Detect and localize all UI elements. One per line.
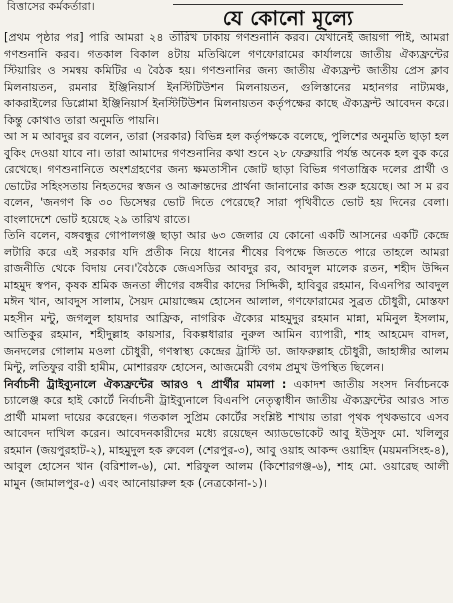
article-paragraph-3: তিনি বলেন, বঙ্গবন্ধুর গোপালগঞ্জ ছাড়া আর ৬৩ জেলার যে কোনো একটি আসনের একটি কেন্দ্রে লটারি করে এই সরকার যদি প্রতীক নিয়ে ধানের শীষের বিপক্ষে জিততে পারে তাহলে আমরা রাজনীতি থেকে বিদায় নেব।'বৈঠকে জেএসডির আবদুর রব, আবদুল মালেক রতন, শহীদ উদ্দিন মাহমুদ স্বপন, কৃষক শ্রমিক জনতা লীগের বঙ্গবীর কাদের সিদ্দিকী, হাবিবুর রহমান, বিএনপির আবদুল মঈন খান, আবদুস সালাম, সৈয়দ মোয়াজ্জেম হোসেন আলাল, গণফোরামের সুব্রত চৌধুরী, মোস্তফা মহসীন মন্টু, জগলুল হায়দার আফ্রিক, নাগরিক ঐক্যের মাহমুদুর রহমান মান্না, মমিনুল ইসলাম, আতিকুর রহমান, শহীদুল্লাহ কায়সার, বিকল্পধারার নুরুল আমিন ব্যাপারী, শাহ আহমেদ বাদল, জনদলের গোলাম মওলা চৌধুরী, গণস্বাস্থ্য কেন্দ্রের ট্রাস্টি ডা. জাফরুল্লাহ চৌধুরী, জাহাঙ্গীর আলম মিন্টু, লতিফুর বারী হামীম, মোশাররফ হোসেন, আজমেরী বেগম প্রমুখ উপস্থিত ছিলেন। [4, 229, 449, 374]
previous-article-tail: বিত্তাসের কর্মকর্তারা। [7, 0, 95, 13]
clipping-edge [0, 597, 453, 603]
section-subhead: নির্বাচনী ট্রাইব্যুনালে ঐক্যফ্রন্টের আরও ৭ প্রার্থীর মামলা : [4, 377, 287, 391]
article-paragraph-2: আ স ম আবদুর রব বলেন, তারা (সরকার) বিভিন্ন হল কর্তৃপক্ষকে বলেছে, পুলিশের অনুমতি ছাড়া হল বুকিং দেওয়া যাবে না। তারা আমাদের গণশুনানির কথা শুনে ২৮ ফেব্রুয়ারি পর্যন্ত অনেক হল বুক করে রেখেছে। গণশুনানিতে অংশগ্রহণের জন্য ক্ষমতাসীন জোট ছাড়া বিভিন্ন গণতান্ত্রিক দলের প্রার্থী ও ভোটের সহিংসতায় নিহতদের স্বজন ও আক্রান্তদের প্রার্থনা জানানোর কাজ শুরু হয়েছে। আ স ম রব বলেন, 'জনগণ কি ৩০ ডিসেম্বর ভোট দিতে পেরেছে? সারা পৃথিবীতে ভোট হয় দিনের বেলা। বাংলাদেশে ভোট হয়েছে ২৯ তারিখ রাতে। [4, 130, 449, 226]
header-strip [3, 0, 450, 30]
article-headline: যে কোনো মূল্যে [173, 4, 403, 32]
article-paragraph-4: নির্বাচনী ট্রাইব্যুনালে ঐক্যফ্রন্টের আরও ৭ প্রার্থীর মামলা : একাদশ জাতীয় সংসদ নির্বাচনকে চ্যালেঞ্জ করে হাই কোর্টে নির্বাচনী ট্রাইব্যুনালে বিএনপি নেতৃত্বাধীন জাতীয় ঐক্যফ্রন্টের আরও সাত প্রার্থী মামলা দায়ের করেছেন। গতকাল সুপ্রিম কোর্টের সংশ্লিষ্ট শাখায় তারা পৃথক পৃথকভাবে এসব আবেদন দাখিল করেন। আবেদনকারীদের মধ্যে রয়েছেন অ্যাডভোকেট আবু ইউসুফ মো. খলিলুর রহমান (জয়পুরহাট-২), মাহমুদুল হক রুবেল (শেরপুর-৩), আবু ওয়াহ আকন্দ ওয়াহিদ (ময়মনসিংহ-৪), আবুল হোসেন খান (বরিশাল-৬), মো. শরিফুল আলম (কিশোরগঞ্জ-৬), শাহ মো. ওয়ারেছ আলী মামুন (জামালপুর-৫) এবং আনোয়ারুল হক (নেত্রকোনা-১)। [4, 377, 449, 490]
article-paragraph-1: [প্রথম পৃষ্ঠার পর] পারি আমরা ২৪ তারিখ ঢাকায় গণশুনানি করব। যেখানেই জায়গা পাই, আমরা গণশুনানি করব। গতকাল বিকাল ৪টায় মতিঝিলে গণফোরামের কার্যালয়ে জাতীয় ঐক্যফ্রন্টের স্টিয়ারিং ও সমন্বয় কমিটির এ বৈঠক হয়। গণশুনানির জন্য জাতীয় ঐক্যফ্রন্ট জাতীয় প্রেস ক্লাব মিলনায়তন, রমনার ইঞ্জিনিয়ার্স ইনস্টিটিউশন মিলনায়তন, গুলিস্তানের মহানগর নাট্যমঞ্চ, কাকরাইলের ডিপ্লোমা ইঞ্জিনিয়ার্স ইনস্টিটিউশন মিলনায়তন কর্তৃপক্ষের কাছে ঐক্যফ্রন্ট আবেদন করে। কিন্তু কোথাও তারা অনুমতি পায়নি। [4, 31, 449, 127]
